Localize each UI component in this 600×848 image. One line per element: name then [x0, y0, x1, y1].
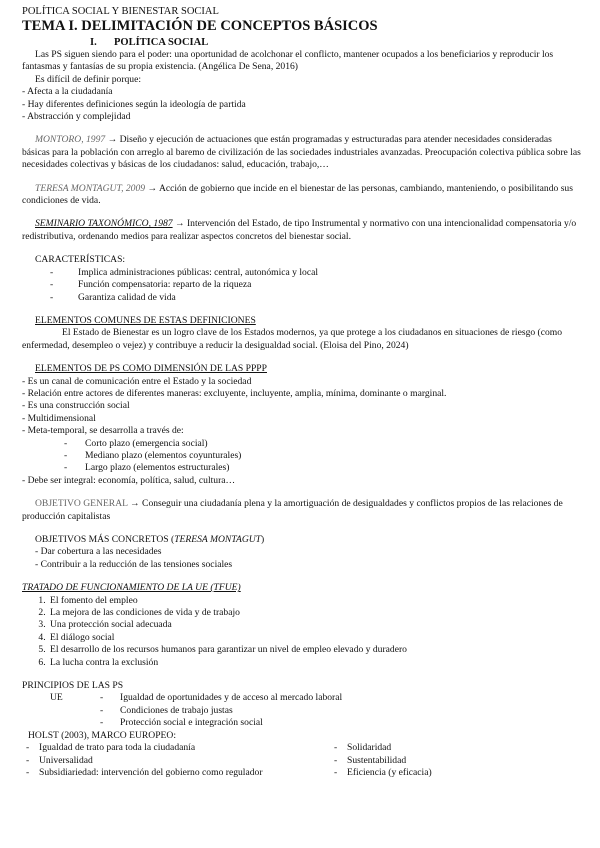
definition-author: MONTORO, 1997	[35, 134, 106, 146]
plazos-list	[22, 438, 582, 475]
list-item: - Dar cobertura a las necesidades	[35, 546, 582, 558]
elementos-comunes-text: El Estado de Bienestar es un logro clave de los Estados modernos, ya que protege a los ciudadanos en situaciones de riesgo (como enfermedad, desempleo o vejez) y contribuye a reducir la desigualdad social. (Eloisa del Pino, 2024)	[22, 327, 563, 351]
definition-author: TERESA MONTAGUT, 2009	[35, 182, 146, 194]
list-item: - Igualdad de trato para toda la ciudadanía	[26, 742, 334, 754]
list-item: - Igualdad de oportunidades y de acceso al mercado laboral	[100, 692, 342, 704]
holst-list-right	[334, 742, 432, 779]
list-item: - Mediano plazo (elementos coyunturales)	[64, 450, 582, 462]
list-item: 5. El desarrollo de los recursos humanos para garantizar un nivel de empleo elevado y duradero	[48, 644, 582, 656]
objetivo-general	[22, 498, 582, 523]
list-item: - Relación entre actores de diferentes maneras: excluyente, incluyente, amplia, mínima, dominante o marginal.	[22, 388, 582, 400]
elementos-comunes-heading: ELEMENTOS COMUNES DE ESTAS DEFINICIONES	[35, 314, 256, 326]
intro-list	[22, 86, 582, 123]
list-item: - Hay diferentes definiciones según la ideología de partida	[22, 99, 582, 111]
list-item: - Protección social e integración social	[100, 717, 342, 729]
objetivos-concretos-list	[22, 546, 582, 571]
list-item: - Solidaridad	[334, 742, 432, 754]
principios-heading: PRINCIPIOS DE LAS PS	[22, 680, 124, 692]
heading-text: OBJETIVOS MÁS CONCRETOS (	[35, 534, 175, 545]
intro-paragraph: Las PS siguen siendo para el poder: una oportunidad de acolchonar el conflicto, mantener ocupados a los beneficiarios y reproducir los fantasmas y fantasías de su propia existencia. (Angélica De Sena, 2016)	[22, 49, 554, 73]
definition-seminario	[22, 218, 582, 243]
objetivo-general-label: OBJETIVO GENERAL	[35, 498, 128, 510]
elementos-ps-heading: ELEMENTOS DE PS COMO DIMENSIÓN DE LAS PPPP	[35, 363, 267, 375]
list-item: - Función compensatoria: reparto de la riqueza	[50, 279, 582, 291]
definition-text: → Acción de gobierno que incide en el bienestar de las personas, cambiando, manteniendo, o posibilitando sus condiciones de vida.	[22, 182, 573, 207]
list-item: - Sustentabilidad	[334, 755, 432, 767]
list-item: - Es una construcción social	[22, 400, 582, 412]
list-item: - Implica administraciones públicas: central, autonómica y local	[50, 267, 582, 279]
intro-lead: Es difícil de definir porque:	[35, 73, 142, 85]
elementos-ps-list-end	[22, 475, 582, 487]
list-item: 1. El fomento del empleo	[48, 595, 582, 607]
heading-text: )	[261, 534, 265, 545]
list-item: - Multidimensional	[22, 413, 582, 425]
list-item: - Corto plazo (emergencia social)	[64, 438, 582, 450]
list-item: - Universalidad	[26, 755, 334, 767]
tfue-heading: TRATADO DE FUNCIONAMIENTO DE LA UE (TFUE)	[22, 582, 241, 594]
holst-heading: HOLST (2003), MARCO EUROPEO:	[28, 729, 177, 741]
course-header: POLÍTICA SOCIAL Y BIENESTAR SOCIAL	[22, 6, 219, 17]
list-item: - Afecta a la ciudadanía	[22, 86, 582, 98]
list-item: 2. La mejora de las condiciones de vida y de trabajo	[48, 607, 582, 619]
list-item: - Subsidiariedad: intervención del gobierno como regulador	[26, 767, 334, 779]
definition-text: → Intervención del Estado, de tipo Instrumental y normativo con una intencionalidad compensatoria y/o redistributiva, ordenando medios para realizar aspectos concretos del bienestar social.	[22, 218, 577, 242]
objetivo-general-text: → Conseguir una ciudadanía plena y la amortiguación de desigualdades y conflictos propios de las relaciones de producción capitalistas	[22, 498, 563, 522]
definition-author: SEMINARIO TAXONÓMICO, 1987	[35, 218, 173, 230]
elementos-ps-list	[22, 376, 582, 438]
document-page	[22, 6, 582, 779]
list-item: - Es un canal de comunicación entre el Estado y la sociedad	[22, 376, 582, 388]
heading-author: TERESA MONTAGUT	[174, 534, 262, 545]
list-item: - Meta-temporal, se desarrolla a través de:	[22, 425, 582, 437]
caracteristicas-heading: CARACTERÍSTICAS:	[35, 254, 126, 266]
list-item: - Garantiza calidad de vida	[50, 292, 582, 304]
tfue-list	[22, 595, 582, 669]
list-item: - Condiciones de trabajo justas	[100, 705, 342, 717]
objetivos-concretos-heading	[22, 534, 582, 546]
list-item: - Debe ser integral: economía, política, salud, cultura…	[22, 475, 582, 487]
list-item: - Largo plazo (elementos estructurales)	[64, 462, 582, 474]
definition-text: → Diseño y ejecución de actuaciones que están programadas y estructuradas para atender necesidades consideradas básicas para la población con arreglo al baremo de civilización de las sociedades industriales avanzadas. Preocupación colectiva pública sobre las necesidades colectivas y básicas de los ciudadanos: salud, educación, trabajo,…	[22, 134, 581, 171]
ue-list	[100, 692, 342, 729]
page-title: TEMA I. DELIMITACIÓN DE CONCEPTOS BÁSICOS	[22, 18, 378, 34]
section-number: I.	[90, 37, 97, 48]
ue-principles	[22, 692, 582, 729]
definition-montagut	[22, 183, 582, 208]
definition-montoro	[22, 134, 582, 171]
holst-principles	[22, 742, 582, 779]
caracteristicas-list	[22, 267, 582, 304]
section-heading	[90, 37, 582, 49]
list-item: - Eficiencia (y eficacia)	[334, 767, 432, 779]
list-item: - Contribuir a la reducción de las tensiones sociales	[35, 559, 582, 571]
list-item: 6. La lucha contra la exclusión	[48, 657, 582, 669]
list-item: 4. El diálogo social	[48, 632, 582, 644]
ue-label: UE	[50, 692, 63, 704]
list-item: 3. Una protección social adecuada	[48, 619, 582, 631]
holst-list-left	[26, 742, 334, 779]
section-title: POLÍTICA SOCIAL	[114, 37, 209, 48]
list-item: - Abstracción y complejidad	[22, 111, 582, 123]
